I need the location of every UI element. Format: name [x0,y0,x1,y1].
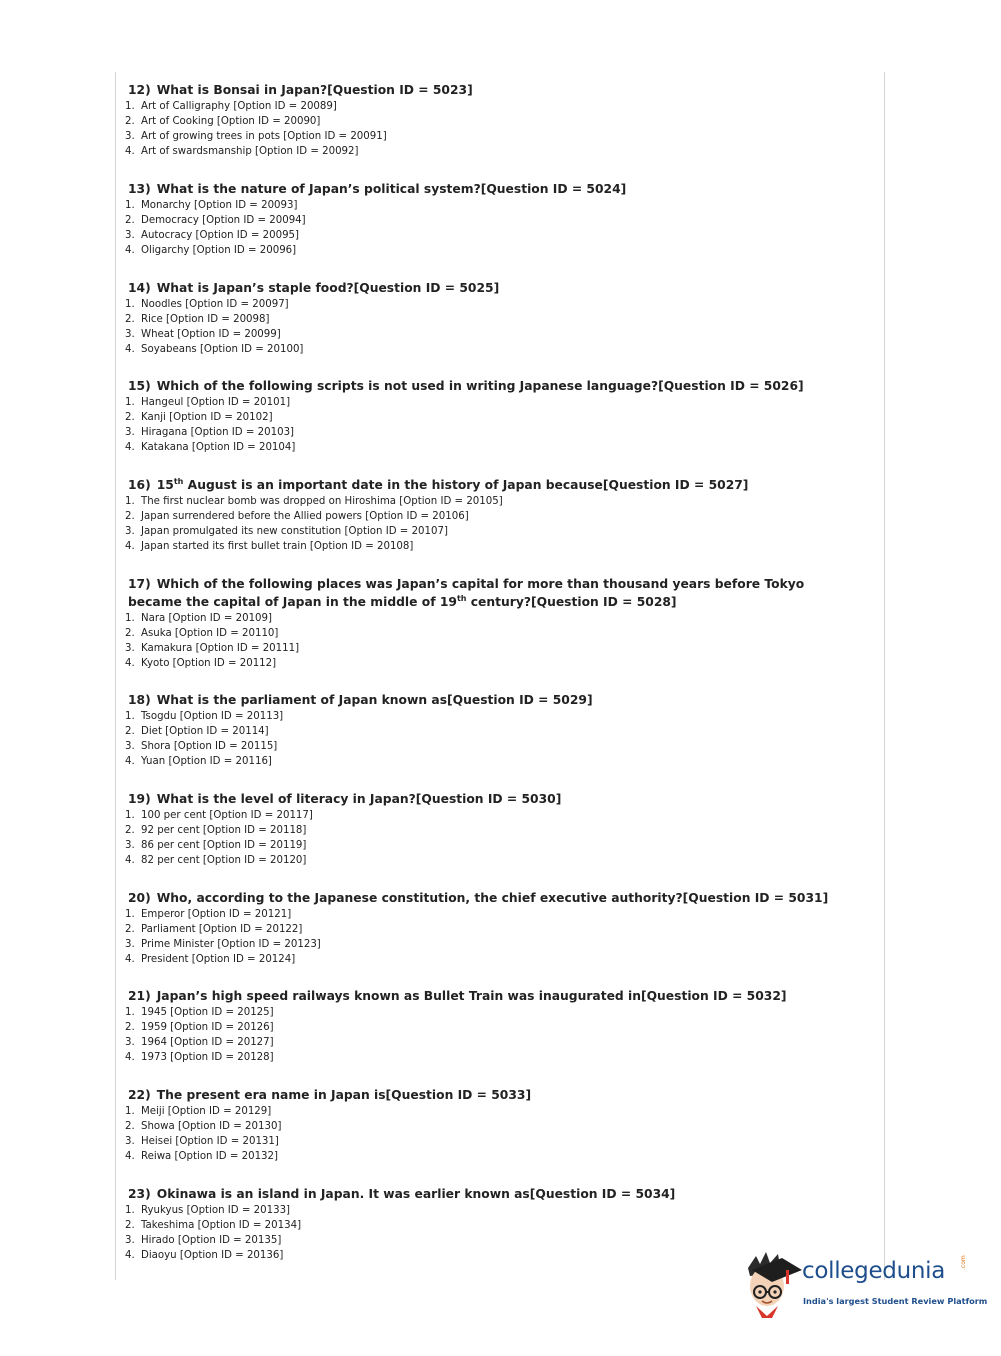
option-number: 4. [125,855,135,867]
question-text: What is Japan’s staple food?[Question ID = 5025] [156,281,500,295]
option-number: 2. [125,1121,135,1133]
brand-tagline: India's largest Student Review Platform [803,1296,988,1306]
option-number: 4. [125,756,135,768]
option-text: Monarchy [Option ID = 20093] [141,200,298,211]
option-number: 2. [125,628,135,640]
question-title [128,280,858,298]
question-text: Which of the following places was Japan’s capital for more than thousand years before Tokyo became the capital of Japan in the middle of 19 [128,577,805,609]
option-text: Yuan [Option ID = 20116] [141,756,272,768]
option-text: Art of Cooking [Option ID = 20090] [141,116,321,128]
option-number: 1. [125,397,135,408]
question-title [128,181,858,199]
question-number: 21) [128,989,151,1003]
question-text: Okinawa is an island in Japan. It was earlier known as[Question ID = 5034] [156,1187,676,1201]
option-text: Heisei [Option ID = 20131] [141,1136,279,1148]
option-text: 1973 [Option ID = 20128] [141,1052,274,1064]
option-text: Shora [Option ID = 20115] [141,741,278,753]
question-title [128,82,858,100]
option-text: 100 per cent [Option ID = 20117] [141,810,313,821]
question-title [128,378,858,396]
option-number: 4. [125,1052,135,1064]
option-number: 3. [125,1235,135,1247]
question-number: 14) [128,281,151,295]
page-border-right [884,72,885,1280]
option-text: Prime Minister [Option ID = 20123] [141,939,321,951]
question-text-continued: August is an important date in the history of Japan because[Question ID = 5027] [183,478,749,492]
question-text: What is Bonsai in Japan?[Question ID = 5023] [156,83,473,97]
option-number: 1. [125,101,135,112]
option-text: Parliament [Option ID = 20122] [141,924,303,936]
question-title [128,692,858,710]
option-number: 4. [125,954,135,966]
option-text: 82 per cent [Option ID = 20120] [141,855,307,867]
question-text: Which of the following scripts is not used in writing Japanese language?[Question ID = 5026] [156,379,804,393]
option-text: Ryukyus [Option ID = 20133] [141,1205,291,1216]
question-number: 12) [128,83,151,97]
option-number: 3. [125,427,135,439]
option-text: 92 per cent [Option ID = 20118] [141,825,307,837]
option-number: 4. [125,1250,135,1262]
option-text: Diaoyu [Option ID = 20136] [141,1250,284,1262]
option-number: 3. [125,131,135,143]
option-text: Japan promulgated its new constitution [Option ID = 20107] [141,526,448,538]
option-text: Emperor [Option ID = 20121] [141,909,292,920]
question-title [128,576,858,611]
option-text: President [Option ID = 20124] [141,954,296,966]
question-text-continued: century?[Question ID = 5028] [466,594,677,609]
option-text: Kamakura [Option ID = 20111] [141,643,300,655]
option-text: Katakana [Option ID = 20104] [141,442,296,454]
brand-name: collegedunia [802,1258,946,1284]
option-number: 2. [125,924,135,936]
option-text: Noodles [Option ID = 20097] [141,299,289,310]
option-text: Hiragana [Option ID = 20103] [141,427,295,439]
option-text: 1959 [Option ID = 20126] [141,1022,274,1034]
option-number: 2. [125,511,135,523]
option-number: 4. [125,1151,135,1163]
question-number: 16) [128,478,151,492]
question-number: 19) [128,792,151,806]
question-text: What is the nature of Japan’s political system?[Question ID = 5024] [156,182,627,196]
option-text: Art of growing trees in pots [Option ID = 20091] [141,131,387,143]
option-text: Art of swardsmanship [Option ID = 20092] [141,146,359,158]
question-text: The present era name in Japan is[Question ID = 5033] [156,1088,532,1102]
question-text: Who, according to the Japanese constitution, the chief executive authority?[Question ID = 5031] [156,891,829,905]
mascot-icon [742,1248,804,1320]
option-number: 4. [125,541,135,553]
option-text: Japan surrendered before the Allied powers [Option ID = 20106] [141,511,469,523]
option-number: 1. [125,1007,135,1018]
option-number: 2. [125,412,135,424]
option-number: 4. [125,146,135,158]
option-number: 3. [125,1037,135,1049]
option-number: 1. [125,299,135,310]
option-text: 86 per cent [Option ID = 20119] [141,840,307,852]
option-number: 2. [125,1220,135,1232]
option-number: 1. [125,810,135,821]
option-number: 2. [125,825,135,837]
option-text: Art of Calligraphy [Option ID = 20089] [141,101,337,112]
question-text: What is the parliament of Japan known as[Question ID = 5029] [156,693,593,707]
option-number: 2. [125,1022,135,1034]
option-number: 4. [125,344,135,356]
option-text: Nara [Option ID = 20109] [141,613,272,624]
question-text: Japan’s high speed railways known as Bullet Train was inaugurated in[Question ID = 5032] [156,989,787,1003]
collegedunia-logo[interactable] [742,1248,988,1320]
question-number: 20) [128,891,151,905]
option-text: The first nuclear bomb was dropped on Hiroshima [Option ID = 20105] [141,496,503,507]
option-number: 1. [125,1205,135,1216]
question-number: 18) [128,693,151,707]
option-text: Tsogdu [Option ID = 20113] [141,711,284,722]
option-text: Meiji [Option ID = 20129] [141,1106,272,1117]
question-title [128,988,858,1006]
option-text: Japan started its first bullet train [Option ID = 20108] [141,541,414,553]
option-number: 3. [125,643,135,655]
option-text: Takeshima [Option ID = 20134] [141,1220,302,1232]
question-title [128,1087,858,1105]
option-number: 1. [125,909,135,920]
option-number: 1. [125,200,135,211]
option-text: Reiwa [Option ID = 20132] [141,1151,278,1163]
option-text: Soyabeans [Option ID = 20100] [141,344,304,356]
question-number: 17) [128,577,151,591]
question-number: 15) [128,379,151,393]
option-text: Democracy [Option ID = 20094] [141,215,306,227]
option-number: 2. [125,116,135,128]
question-text: 15 [156,478,174,492]
option-number: 2. [125,726,135,738]
question-text: What is the level of literacy in Japan?[Question ID = 5030] [156,792,562,806]
option-number: 4. [125,245,135,257]
option-number: 3. [125,840,135,852]
option-number: 3. [125,329,135,341]
option-number: 1. [125,496,135,507]
option-number: 4. [125,658,135,670]
option-number: 1. [125,1106,135,1117]
question-title [128,791,858,809]
page-border-left [115,72,116,1280]
option-text: Rice [Option ID = 20098] [141,314,270,326]
option-number: 2. [125,314,135,326]
option-text: Showa [Option ID = 20130] [141,1121,282,1133]
ordinal-superscript: th [173,476,184,486]
question-title [128,890,858,908]
option-number: 4. [125,442,135,454]
option-text: Hangeul [Option ID = 20101] [141,397,291,408]
option-text: Asuka [Option ID = 20110] [141,628,279,640]
option-text: Hirado [Option ID = 20135] [141,1235,282,1247]
option-number: 3. [125,939,135,951]
question-number: 13) [128,182,151,196]
question-title [128,1186,858,1204]
option-text: Autocracy [Option ID = 20095] [141,230,300,242]
option-text: Diet [Option ID = 20114] [141,726,269,738]
option-number: 1. [125,613,135,624]
question-number: 22) [128,1088,151,1102]
ordinal-superscript: th [456,593,467,603]
question-title [128,477,858,495]
option-number: 3. [125,526,135,538]
option-number: 1. [125,711,135,722]
option-number: 3. [125,1136,135,1148]
brand-domain: .com [960,1255,967,1270]
option-number: 3. [125,741,135,753]
option-text: 1964 [Option ID = 20127] [141,1037,274,1049]
option-text: 1945 [Option ID = 20125] [141,1007,274,1018]
option-text: Kyoto [Option ID = 20112] [141,658,277,670]
option-text: Kanji [Option ID = 20102] [141,412,273,424]
option-number: 2. [125,215,135,227]
question-number: 23) [128,1187,151,1201]
option-number: 3. [125,230,135,242]
option-text: Wheat [Option ID = 20099] [141,329,281,341]
option-text: Oligarchy [Option ID = 20096] [141,245,297,257]
